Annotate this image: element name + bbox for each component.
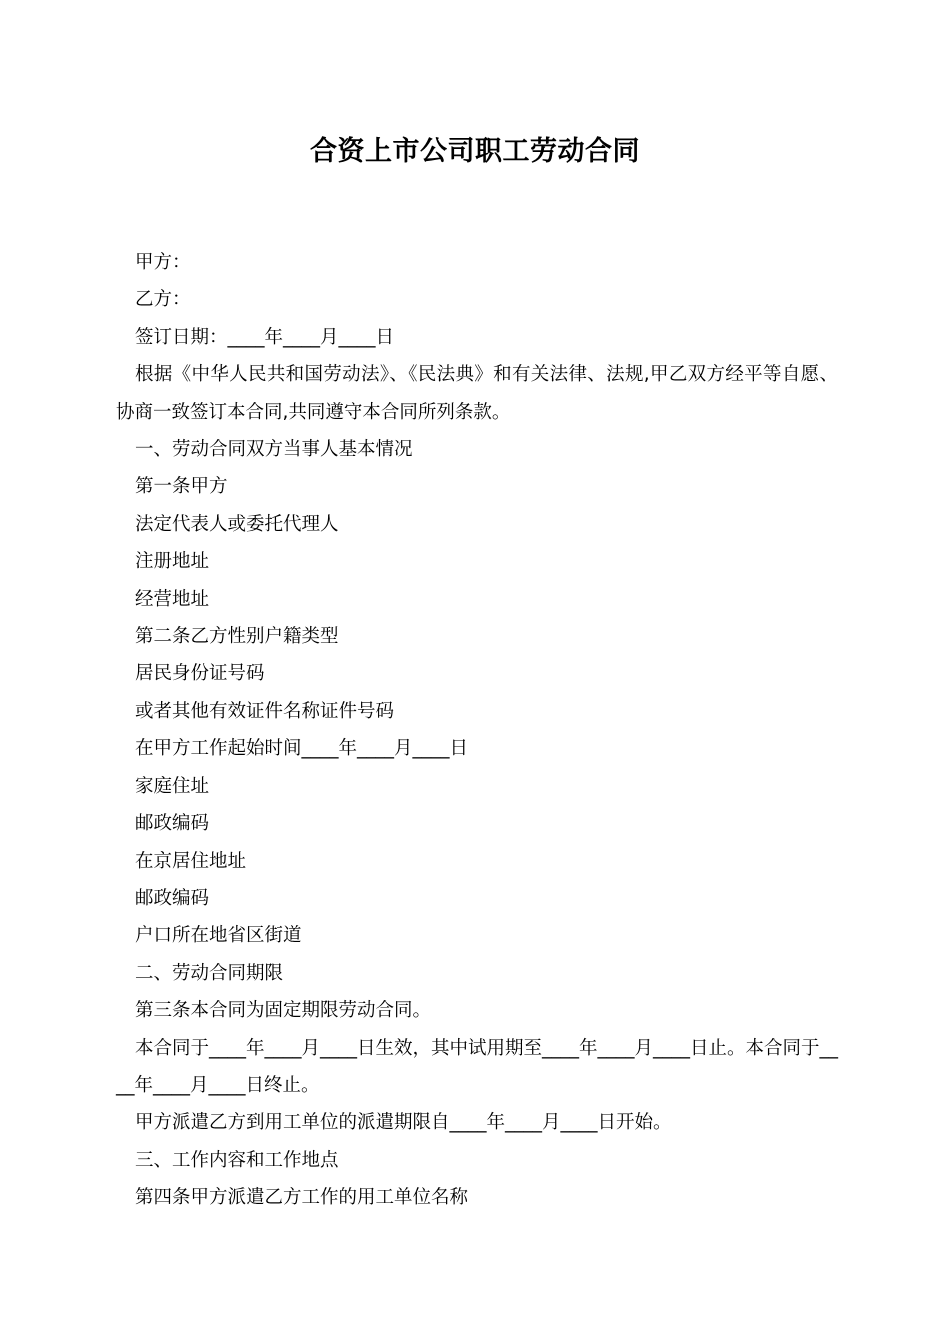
document-title: 合资上市公司职工劳动合同 (310, 136, 640, 167)
paragraph-home-address: 家庭住址 (135, 775, 210, 797)
paragraph-beijing-address: 在京居住地址 (135, 850, 247, 872)
paragraph-postal-code-1: 邮政编码 (135, 813, 210, 835)
paragraph-household-registration: 户口所在地省区街道 (135, 925, 302, 947)
paragraph-contract-term: 本合同于____年____月____日生效，其中试用期至____年____月____日止。本合同于____年____月____日终止。 (116, 1037, 839, 1096)
section-heading-1: 一、劳动合同双方当事人基本情况 (135, 439, 413, 461)
paragraph-sign-date: 签订日期：____年____月____日 (135, 326, 395, 348)
paragraph-registered-address: 注册地址 (135, 551, 210, 573)
paragraph-dispatch-term: 甲方派遣乙方到用工单位的派遣期限自____年____月____日开始。 (135, 1112, 672, 1134)
paragraph-id-number: 居民身份证号码 (135, 663, 265, 685)
paragraph-party-a: 甲方： (135, 252, 191, 273)
paragraph-article-2: 第二条乙方性别户籍类型 (135, 626, 339, 648)
paragraph-business-address: 经营地址 (135, 588, 210, 610)
section-heading-2: 二、劳动合同期限 (135, 962, 284, 984)
paragraph-postal-code-2: 邮政编码 (135, 887, 210, 909)
document-body (116, 244, 838, 1217)
paragraph-preamble: 根据《中华人民共和国劳动法》、《民法典》和有关法律、法规,甲乙双方经平等自愿、协商一致签订本合同,共同遵守本合同所列条款。 (116, 364, 838, 423)
paragraph-party-b: 乙方： (135, 289, 191, 311)
section-heading-3: 三、工作内容和工作地点 (135, 1149, 339, 1171)
paragraph-article-3: 第三条本合同为固定期限劳动合同。 (135, 1000, 432, 1022)
paragraph-other-id: 或者其他有效证件名称证件号码 (135, 700, 395, 722)
paragraph-legal-rep: 法定代表人或委托代理人 (135, 513, 339, 535)
paragraph-article-4: 第四条甲方派遣乙方工作的用工单位名称 (135, 1187, 469, 1209)
paragraph-start-date: 在甲方工作起始时间____年____月____日 (135, 738, 469, 760)
paragraph-article-1: 第一条甲方 (135, 476, 228, 498)
